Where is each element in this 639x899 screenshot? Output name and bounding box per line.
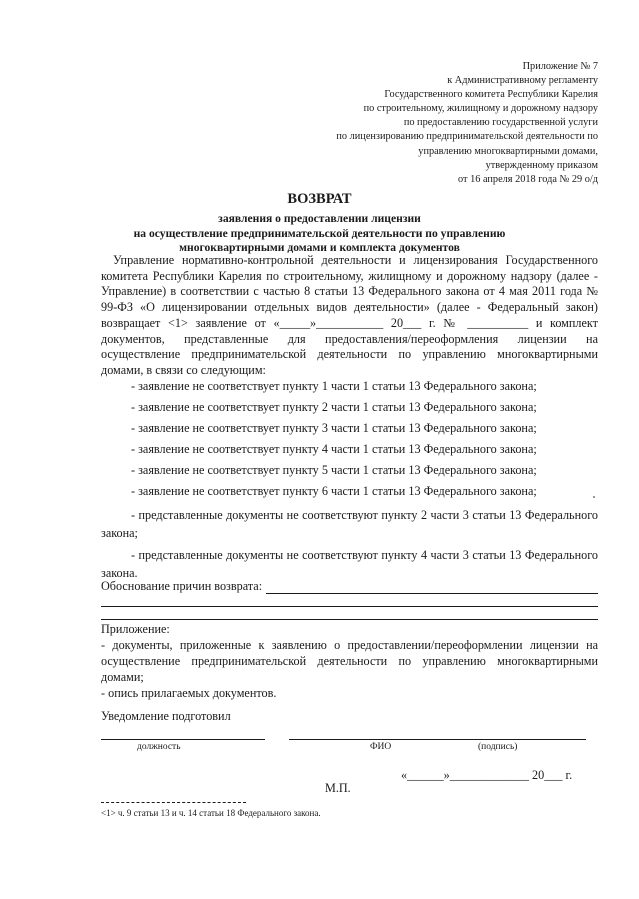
attachment-heading: Приложение: <box>101 622 170 636</box>
attachment-item: - документы, приложенные к заявлению о предоставлении/переоформлении лицензии на осуществление предпринимательской деятельности по управлению многоквартирными домами; <box>101 638 598 684</box>
appendix-line: по строительному, жилищному и дорожному надзору <box>363 103 598 115</box>
prepared-by-label: Уведомление подготовил <box>101 709 231 723</box>
reason-item: - заявление не соответствует пункту 1 части 1 статьи 13 Федерального закона; <box>131 379 537 393</box>
reason-item: - заявление не соответствует пункту 4 части 1 статьи 13 Федерального закона; <box>131 442 537 456</box>
appendix-line: по лицензированию предпринимательской деятельности по <box>336 131 598 143</box>
stamp-place: М.П. <box>325 781 351 795</box>
reason-blank-line <box>101 607 598 620</box>
reason-item: - заявление не соответствует пункту 6 части 1 статьи 13 Федерального закона; <box>131 484 537 498</box>
reason-item: - представленные документы не соответствуют пункту 2 части 3 статьи 13 Федерального закона; <box>101 508 598 540</box>
reason-item: - представленные документы не соответствуют пункту 4 части 3 статьи 13 Федерального закона. <box>101 548 598 580</box>
body-paragraph: Управление нормативно-контрольной деятельности и лицензирования Государственного комитета Республики Карелия по строительному, жилищному и дорожному надзору (далее - Управление) в соответствии с частью 8 статьи 13 Федерального закона от 4 мая 2011 года № 99-ФЗ «О лицензировании отдельных видов деятельности» (далее - Федеральный закон) возвращает <1> заявление от «_____»___________ 20___ г. № __________ и комплект документов, представленные для предоставления/переоформления лицензии на осуществление предпринимательской деятельности по управлению многоквартирными домами, в связи со следующим: <box>101 253 598 377</box>
reason-blank-line <box>101 594 598 607</box>
name-label: ФИО <box>370 742 392 752</box>
appendix-line: управлению многоквартирными домами, <box>418 145 598 157</box>
appendix-block <box>336 60 598 187</box>
subtitle-line: многоквартирными домами и комплекта документов <box>179 241 460 254</box>
attachment-item: - опись прилагаемых документов. <box>101 686 277 700</box>
document-subtitle <box>60 212 579 256</box>
name-signature-blank-line <box>289 738 586 740</box>
reason-item: - заявление не соответствует пункту 2 части 1 статьи 13 Федерального закона; <box>131 400 537 414</box>
scan-speck <box>593 496 595 498</box>
reason-blank-line <box>266 581 598 594</box>
document-title: ВОЗВРАТ <box>287 191 352 207</box>
signature-label: (подпись) <box>478 742 518 752</box>
appendix-line: от 16 апреля 2018 года № 29 о/д <box>458 173 598 185</box>
subtitle-line: заявления о предоставлении лицензии <box>218 212 421 225</box>
appendix-line: Приложение № 7 <box>522 61 598 72</box>
return-reason-field <box>101 578 598 620</box>
reason-item: - заявление не соответствует пункту 3 части 1 статьи 13 Федерального закона; <box>131 421 537 435</box>
attachment-section <box>101 621 598 701</box>
reasons-list <box>101 376 598 582</box>
date-field: «______»_____________ 20___ г. <box>401 768 573 782</box>
position-label: должность <box>137 742 181 752</box>
reason-item: - заявление не соответствует пункту 5 части 1 статьи 13 Федерального закона; <box>131 463 537 477</box>
position-blank-line <box>101 738 265 740</box>
appendix-line: к Административному регламенту <box>447 75 598 87</box>
appendix-line: утвержденному приказом <box>485 159 598 171</box>
appendix-line: по предоставлению государственной услуги <box>403 117 598 129</box>
appendix-line: Государственного комитета Республики Карелия <box>384 89 598 101</box>
footnote-separator <box>101 802 246 803</box>
subtitle-line: на осуществление предпринимательской деятельности по управлению <box>133 226 506 240</box>
footnote: <1> ч. 9 статьи 13 и ч. 14 статьи 18 Федерального закона. <box>101 808 321 818</box>
reason-label: Обоснование причин возврата: <box>101 579 263 593</box>
